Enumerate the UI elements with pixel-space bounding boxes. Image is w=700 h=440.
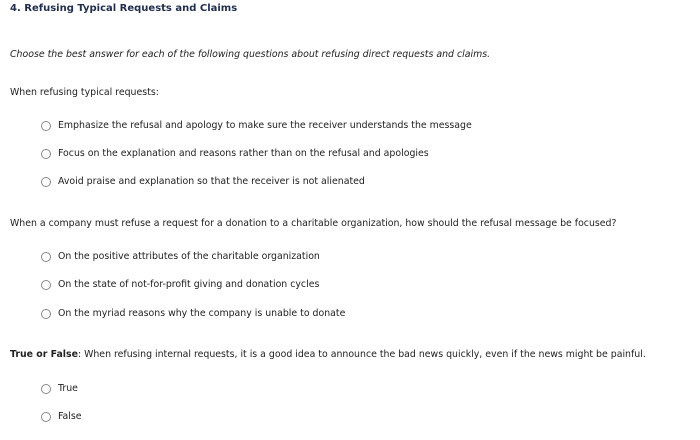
- question-3-prefix: True or False: [10, 349, 78, 360]
- radio-button[interactable]: [41, 384, 51, 394]
- question-1-prompt: When refusing typical requests:: [10, 87, 159, 98]
- radio-button[interactable]: [41, 177, 51, 187]
- question-3-option-false[interactable]: [41, 411, 82, 422]
- question-3-text: : When refusing internal requests, it is a good idea to announce the bad news quickly, even if the news might be painful.: [77, 349, 646, 360]
- option-label: On the positive attributes of the charitable organization: [58, 251, 320, 262]
- radio-button[interactable]: [41, 412, 51, 422]
- radio-button[interactable]: [41, 252, 51, 262]
- radio-button[interactable]: [41, 309, 51, 319]
- question-3-prompt: [10, 349, 646, 360]
- question-1-option-2[interactable]: [41, 148, 429, 159]
- option-label: Focus on the explanation and reasons rather than on the refusal and apologies: [58, 148, 429, 159]
- instructions: Choose the best answer for each of the following questions about refusing direct requests and claims.: [10, 49, 491, 60]
- question-1-option-1[interactable]: [41, 120, 472, 131]
- option-label: Avoid praise and explanation so that the receiver is not alienated: [58, 176, 365, 187]
- question-1-option-3[interactable]: [41, 176, 365, 187]
- radio-button[interactable]: [41, 121, 51, 131]
- option-label: On the myriad reasons why the company is unable to donate: [58, 308, 346, 319]
- question-2-option-1[interactable]: [41, 251, 320, 262]
- option-label: On the state of not-for-profit giving and donation cycles: [58, 279, 320, 290]
- section-title: 4. Refusing Typical Requests and Claims: [10, 3, 238, 14]
- question-2-prompt: When a company must refuse a request for a donation to a charitable organization, how should the refusal message be focused?: [10, 218, 617, 229]
- question-3-option-true[interactable]: [41, 383, 78, 394]
- option-label: Emphasize the refusal and apology to make sure the receiver understands the message: [58, 120, 472, 131]
- option-label: True: [58, 383, 78, 394]
- radio-button[interactable]: [41, 149, 51, 159]
- question-2-option-2[interactable]: [41, 279, 319, 290]
- option-label: False: [58, 411, 82, 422]
- radio-button[interactable]: [41, 280, 51, 290]
- question-2-option-3[interactable]: [41, 308, 345, 319]
